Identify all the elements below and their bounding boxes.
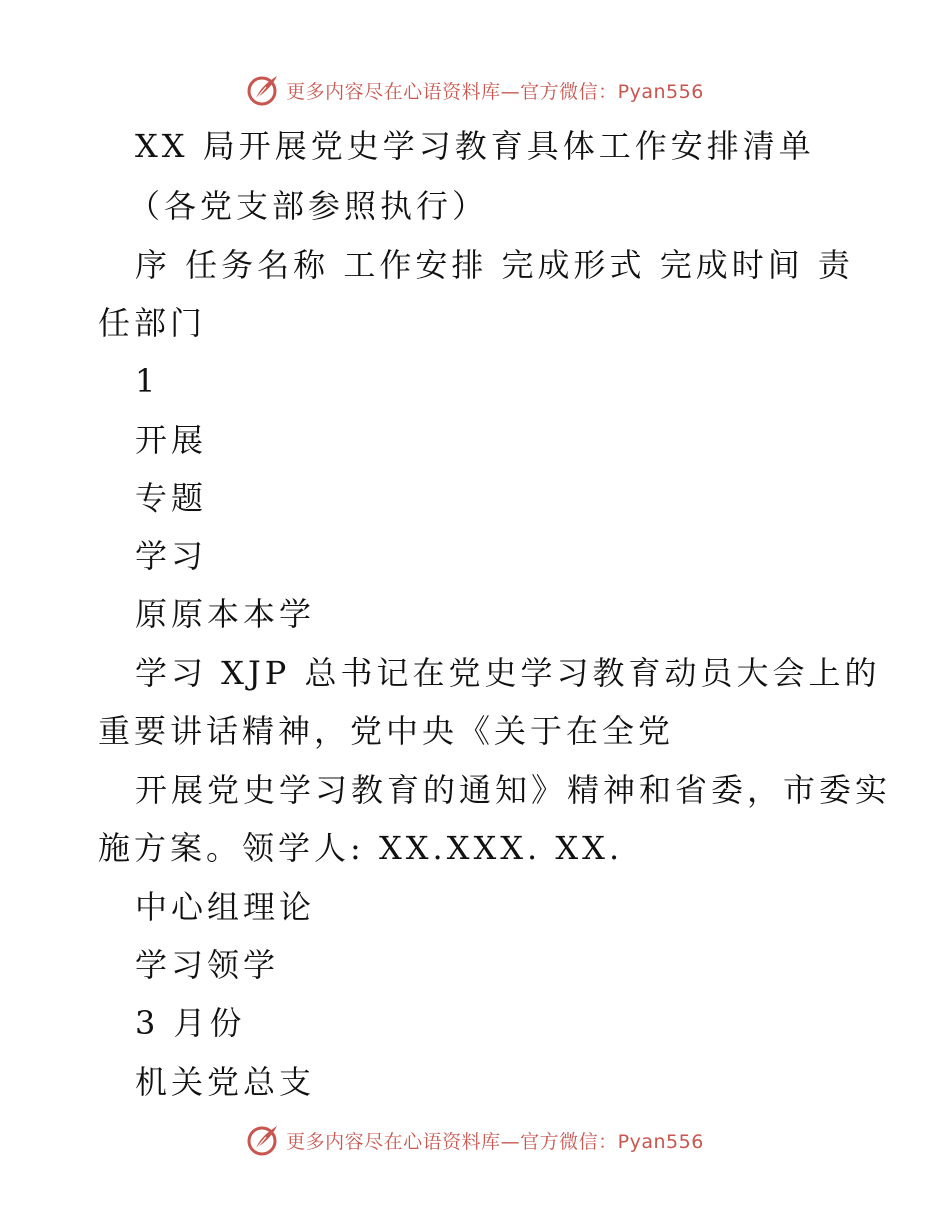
arrangement-line-3: 开展党史学习教育的通知》精神和省委，市委实: [135, 771, 892, 809]
completion-form-line-2: 学习领学: [135, 946, 280, 984]
table-header-line-1: 序 任务名称 工作安排 完成形式 完成时间 责: [135, 246, 854, 284]
table-header-line-2: 任部门: [98, 304, 207, 342]
watermark-header: [0, 70, 950, 110]
watermark-group: [246, 73, 704, 107]
task-name-line-1: 开展: [135, 421, 208, 459]
arrangement-line-2: 重要讲话精神，党中央《关于在全党: [98, 712, 675, 750]
feather-circle-logo-icon: [246, 73, 280, 107]
watermark-text: 更多内容尽在心语资料库—官方微信：Pyan556: [286, 80, 704, 103]
task-name-line-3: 学习: [135, 537, 208, 575]
arrangement-line-4: 施方案。领学人: XX.XXX. XX.: [98, 829, 624, 867]
task-name-line-2: 专题: [135, 479, 208, 517]
completion-time: 3 月份: [135, 1004, 246, 1042]
document-subtitle: （各党支部参照执行）: [128, 187, 489, 225]
responsible-department: 机关党总支: [135, 1063, 316, 1101]
completion-form-line-1: 中心组理论: [135, 888, 316, 926]
feather-circle-logo-icon: [246, 1123, 280, 1157]
watermark-footer: [0, 1120, 950, 1160]
watermark-text: 更多内容尽在心语资料库—官方微信：Pyan556: [286, 1130, 704, 1153]
arrangement-line-1: 学习 XJP 总书记在党史学习教育动员大会上的: [135, 654, 881, 692]
item-number: 1: [135, 362, 160, 400]
watermark-group: [246, 1123, 704, 1157]
document-title: XX 局开展党史学习教育具体工作安排清单: [135, 127, 815, 165]
arrangement-title: 原原本本学: [135, 595, 316, 633]
